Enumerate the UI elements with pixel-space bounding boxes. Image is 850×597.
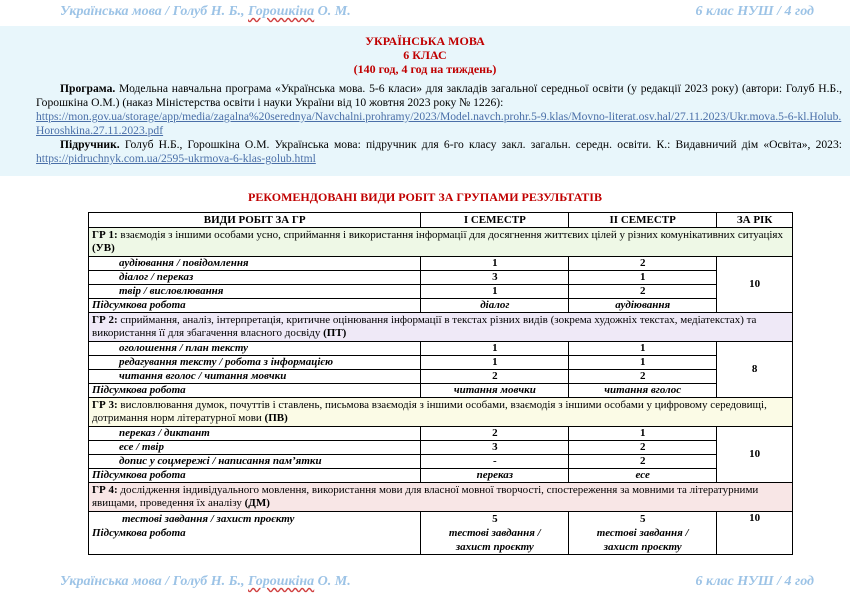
semester-2-cell	[569, 512, 717, 555]
running-header-right: 6 клас НУШ / 4 год	[695, 4, 814, 19]
year-total: 10	[717, 257, 793, 313]
header-year: ЗА РІК	[717, 213, 793, 228]
running-footer-left: Українська мова / Голуб Н. Б., Горошкіна О. М.	[60, 574, 351, 589]
table-row	[89, 455, 793, 469]
activity-name: читання вголос / читання мовчки	[89, 370, 421, 384]
course-title-grade: 6 КЛАС	[403, 48, 447, 62]
semester-2-value: 2	[569, 257, 717, 271]
semester-2-value: 2	[569, 370, 717, 384]
course-title-hours: (140 год, 4 год на тиждень)	[353, 62, 497, 76]
group-row-gr4	[89, 483, 793, 512]
program-label: Програма.	[60, 82, 116, 95]
work-types-table	[88, 212, 793, 555]
textbook-link[interactable]: https://pidruchnyk.com.ua/2595-ukrmova-6-klas-golub.html	[36, 152, 316, 165]
group-description: ГР 4: дослідження індивідуального мовлення, використання мови для власної мовної творчості, спостереження за мовними та літературними явищами, проведення їх аналізу (ДМ)	[89, 483, 793, 512]
activity-name: тестові завдання / захист проєкту	[122, 513, 295, 525]
semester-1-value: 2	[421, 370, 569, 384]
course-title	[0, 26, 850, 76]
running-footer-right: 6 клас НУШ / 4 год	[695, 574, 814, 589]
semester-2-value: 1	[569, 427, 717, 441]
activity-name: допис у соцмережі / написання пам’ятки	[89, 455, 421, 469]
activity-name: аудіювання / повідомлення	[89, 257, 421, 271]
header-semester-1: І СЕМЕСТР	[421, 213, 569, 228]
summary-label: Підсумкова робота	[89, 384, 421, 398]
semester-1-value: 5	[492, 513, 498, 525]
table-row	[89, 441, 793, 455]
year-total: 8	[717, 342, 793, 398]
summary-semester-2: тестові завдання / захист проєкту	[596, 527, 689, 553]
table-row	[89, 271, 793, 285]
summary-semester-1: читання мовчки	[421, 384, 569, 398]
activity-name: редагування тексту / робота з інформацією	[89, 356, 421, 370]
running-header-left: Українська мова / Голуб Н. Б., Горошкіна О. М.	[60, 4, 351, 19]
semester-1-value: 2	[421, 427, 569, 441]
semester-1-value: 3	[421, 271, 569, 285]
semester-1-value: 3	[421, 441, 569, 455]
activity-name: оголошення / план тексту	[89, 342, 421, 356]
table-row	[89, 370, 793, 384]
summary-semester-2: читання вголос	[569, 384, 717, 398]
activity-name: есе / твір	[89, 441, 421, 455]
summary-semester-1: тестові завдання / захист проєкту	[448, 527, 541, 553]
group-row-gr2	[89, 313, 793, 342]
summary-label: Підсумкова робота	[89, 469, 421, 483]
header-semester-2: ІІ СЕМЕСТР	[569, 213, 717, 228]
header-work-types: ВИДИ РОБІТ ЗА ГР	[89, 213, 421, 228]
semester-2-value: 1	[569, 271, 717, 285]
semester-2-value: 1	[569, 356, 717, 370]
semester-2-value: 2	[569, 455, 717, 469]
table-row	[89, 356, 793, 370]
table-row	[89, 257, 793, 271]
table-row	[89, 427, 793, 441]
course-title-subject: УКРАЇНСЬКА МОВА	[365, 34, 485, 48]
semester-2-value: 5	[639, 513, 646, 525]
table-row	[89, 512, 793, 555]
summary-semester-2: есе	[569, 469, 717, 483]
semester-1-cell	[421, 512, 569, 555]
semester-1-value: 1	[421, 342, 569, 356]
semester-1-value: -	[421, 455, 569, 469]
activity-name: твір / висловлювання	[89, 285, 421, 299]
year-total: 10	[717, 427, 793, 483]
program-paragraph	[36, 82, 842, 138]
year-total: 10	[717, 512, 793, 555]
section-title: РЕКОМЕНДОВАНІ ВИДИ РОБІТ ЗА ГРУПАМИ РЕЗУЛЬТАТІВ	[248, 190, 602, 204]
course-info-band	[0, 26, 850, 176]
group-row-gr3	[89, 398, 793, 427]
semester-2-value: 1	[569, 342, 717, 356]
summary-semester-2: аудіювання	[569, 299, 717, 313]
semester-1-value: 1	[421, 285, 569, 299]
group-description: ГР 2: сприймання, аналіз, інтерпретація, критичне оцінювання інформації в текстах різних видів (зокрема художніх текстах, медіатекстах) та використання її для збагачення власного досвіду (ПТ)	[89, 313, 793, 342]
activity-name: діалог / переказ	[89, 271, 421, 285]
textbook-label: Підручник.	[60, 138, 120, 151]
group-row-gr1	[89, 228, 793, 257]
activity-cell	[89, 512, 421, 555]
summary-label: Підсумкова робота	[92, 527, 186, 539]
summary-semester-1: діалог	[421, 299, 569, 313]
summary-row	[89, 384, 793, 398]
table-header-row	[89, 213, 793, 228]
summary-label: Підсумкова робота	[89, 299, 421, 313]
summary-row	[89, 469, 793, 483]
table-row	[89, 342, 793, 356]
program-link[interactable]: https://mon.gov.ua/storage/app/media/zagalna%20serednya/Navchalni.prohramy/2023/Model.navch.prohr.5-9.klas/Movno-literat.osv.hal/27.11.2023/Ukr.mova.5-6-kl.Holub.Horoshkina.27.11.2023.pdf	[36, 110, 842, 137]
semester-1-value: 1	[421, 257, 569, 271]
running-footer	[0, 570, 850, 596]
summary-row	[89, 299, 793, 313]
summary-semester-1: переказ	[421, 469, 569, 483]
textbook-text: Голуб Н.Б., Горошкіна О.М. Українська мова: підручник для 6-го класу закл. загальн. середн. освіти. К.: Видавничий дім «Освіта», 2023:	[119, 138, 842, 151]
activity-name: переказ / диктант	[89, 427, 421, 441]
group-description: ГР 3: висловлювання думок, почуттів і ставлень, письмова взаємодія з іншими особами, взаємодія з іншими особами у цифровому середовищі, дотримання норм літературної мови (ПВ)	[89, 398, 793, 427]
semester-2-value: 2	[569, 441, 717, 455]
group-description: ГР 1: взаємодія з іншими особами усно, сприймання і використання інформації для досягнення життєвих цілей у різних комунікативних ситуаціях (УВ)	[89, 228, 793, 257]
program-text: Модельна навчальна програма «Українська мова. 5-6 класи» для закладів загальної середньої освіти (у редакції 2023 року) (автори: Голуб Н.Б., Горошкіна О.М.) (наказ Міністерства освіти і науки України від 10 жовтня 2023 року № 1226):	[36, 82, 842, 109]
semester-1-value: 1	[421, 356, 569, 370]
semester-2-value: 2	[569, 285, 717, 299]
running-header	[0, 0, 850, 26]
table-row	[89, 285, 793, 299]
textbook-paragraph	[36, 138, 842, 166]
